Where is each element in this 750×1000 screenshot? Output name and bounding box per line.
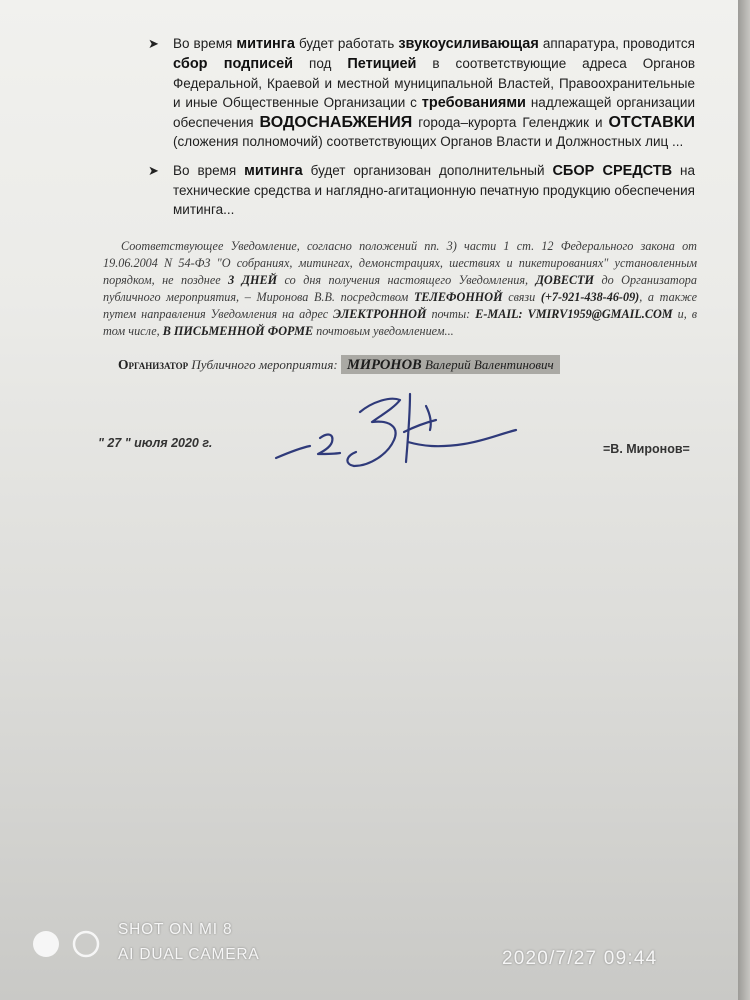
photo-timestamp: 2020/7/27 09:44: [502, 948, 658, 969]
emphasized-text: В ПИСЬМЕННОЙ ФОРМЕ: [162, 324, 314, 338]
text-run: под: [293, 56, 348, 71]
bullet-text: [173, 34, 695, 151]
emphasized-text: 3 ДНЕЙ: [228, 273, 278, 287]
organizer-line: [118, 357, 678, 374]
text-run: на технические средства и наглядно-агитационную печатную продукцию обеспечения митинга...: [173, 163, 695, 217]
emphasized-text: (+7-921-438-46-09): [540, 290, 640, 304]
camera-watermark-line2: AI DUAL CAMERA: [118, 946, 260, 963]
bullet-item: [143, 161, 695, 219]
text-run: со дня получения настоящего Уведомления,: [277, 273, 536, 287]
text-run: , а также путем направления Уведомления на адрес: [103, 290, 697, 321]
organizer-description: Публичного мероприятия:: [188, 357, 341, 372]
text-run: Соответствующее Уведомление, согласно положений пп. 3) части 1 ст. 12 Федерального закона от 19.06.2004 N 54-ФЗ "О собраниях, митингах, демонстрациях, шествиях и пикетированиях" установленным порядком, не позднее: [103, 239, 697, 287]
text-run: города–курорта Геленджик и: [412, 115, 609, 130]
emphasized-text: ОТСТАВКИ: [608, 114, 695, 131]
text-run: до Организатора публичного мероприятия, – Миронова В.В. посредством: [103, 273, 697, 304]
emphasized-text: митинга: [244, 163, 303, 179]
document-date: " 27 " июля 2020 г.: [98, 436, 213, 450]
organizer-surname: МИРОНОВ: [346, 357, 422, 373]
emphasized-text: ВОДОСНАБЖЕНИЯ: [259, 114, 413, 131]
emphasized-text: E-MAIL: VMIRV1959@GMAIL.COM: [475, 307, 673, 321]
notice-paragraph: [103, 238, 697, 340]
text-run: связи: [502, 290, 541, 304]
text-run: аппаратура, проводится: [538, 36, 695, 51]
bullet-item: [143, 34, 695, 151]
camera-watermark-line1: SHOT ON MI 8: [118, 921, 233, 938]
text-run: надлежащей организации обеспечения: [173, 95, 695, 130]
emphasized-text: ДОВЕСТИ: [535, 273, 595, 287]
handwritten-signature: [268, 386, 530, 480]
emphasized-text: ЭЛЕКТРОННОЙ: [333, 307, 427, 321]
text-run: Во время: [173, 163, 245, 178]
text-run: будет работать: [294, 36, 399, 51]
emphasized-text: требованиями: [421, 95, 526, 111]
text-run: в соответствующие адреса Органов Федеральной, Краевой и местной муниципальной Властей, Правоохранительные и иные Общественные Организации с: [173, 56, 696, 110]
organizer-name-highlight: [341, 355, 560, 374]
text-run: Во время: [173, 36, 237, 51]
text-run: и, в том числе,: [103, 307, 697, 338]
dual-camera-circles-icon: [30, 928, 106, 960]
emphasized-text: сбор подписей: [173, 56, 294, 72]
bullet-list: [143, 34, 695, 219]
emphasized-text: Петицией: [347, 56, 417, 72]
bullet-text: [173, 161, 695, 219]
signature-name: =В. Миронов=: [603, 442, 690, 456]
emphasized-text: митинга: [236, 36, 295, 52]
page-edge-shadow: [738, 0, 750, 1000]
text-run: почтовым уведомлением...: [313, 324, 454, 338]
text-run: (сложения полномочий) соответствующих Органов Власти и Должностных лиц ...: [173, 134, 684, 149]
arrow-bullet-icon: ➤: [148, 163, 159, 178]
text-run: будет организован дополнительный: [302, 163, 553, 178]
arrow-bullet-icon: ➤: [148, 36, 159, 51]
text-run: почты:: [426, 307, 476, 321]
emphasized-text: звукоусиливающая: [398, 36, 539, 52]
emphasized-text: ТЕЛЕФОННОЙ: [413, 290, 503, 304]
organizer-given-names: Валерий Валентинович: [421, 357, 554, 372]
organizer-label: Организатор: [118, 357, 189, 372]
emphasized-text: СБОР СРЕДСТВ: [552, 163, 673, 179]
